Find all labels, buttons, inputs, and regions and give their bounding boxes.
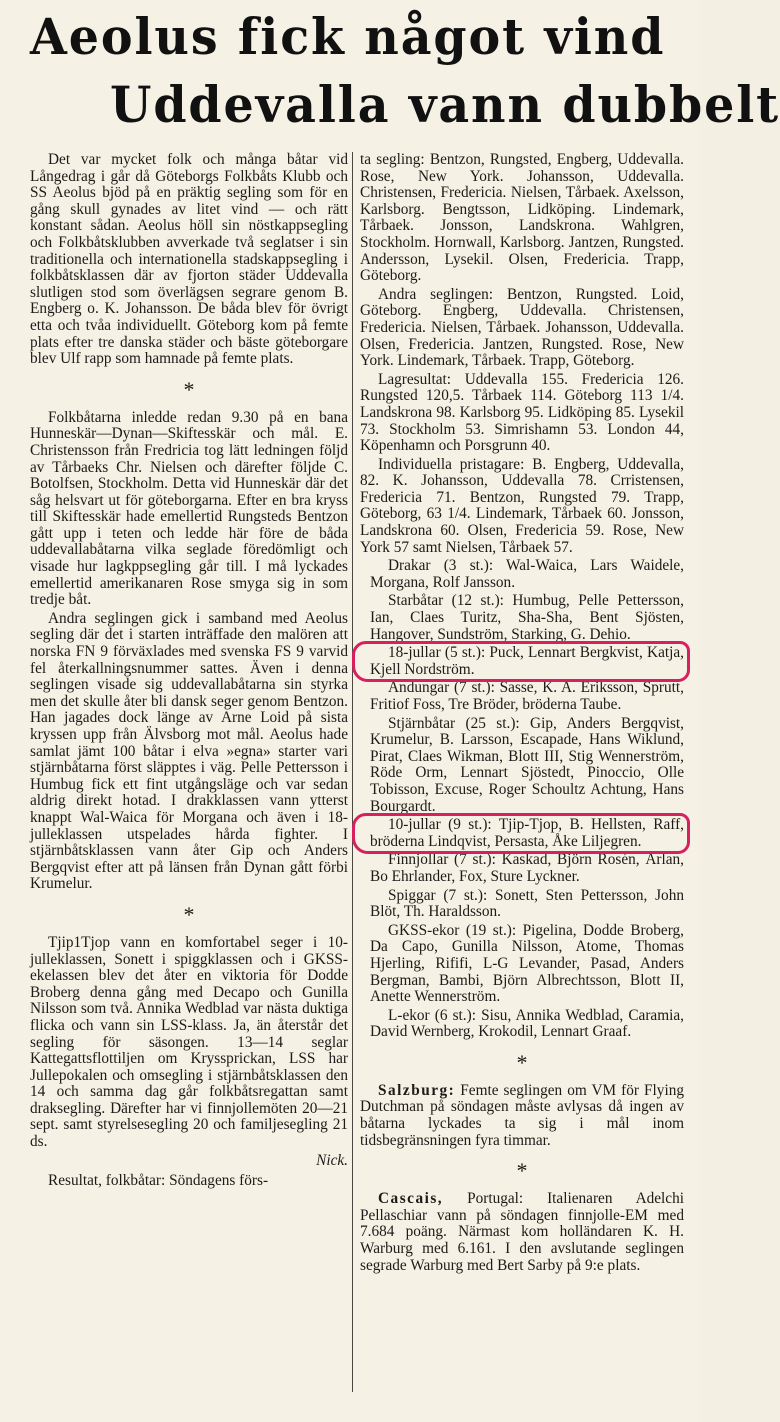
class-result-18-jullar [360,645,684,678]
notice-text: Portugal: Italienaren Adelchi Pellaschiar vann på söndagen finnjolle-EM med 7.684 poäng. Närmast kom holländaren K. H. Warburg med 6.161. I den avslutande seglingen segrade Warburg med Bert Sarby på 9:e plats. [360,1190,684,1274]
article-paragraph-1: Det var mycket folk och många båtar vid Långedrag i går då Göteborgs Folkbåts Klubb och SS Aeolus bjöd på en präktig segling som för en gång skull gynades av litet vind — och rätt konstant sådan. Aeolus höll sin nöstkappsegling och Folkbåtsklubben avverkade två seglatser i sin traditionella och internationella stadskappsegling i folkbåtsklassen där av fjorton städer Uddevalla slutligen stod som överlägsen segrare genom B. Engberg o. K. Johansson. De båda blev för övrigt etta och tvåa individuellt. Göteborg kom på femte plats efter tre danska städer och bäste göteborgare blev Ulf rapp som hamnade på femte plats. [30,151,348,368]
class-result-gkss-ekor: GKSS-ekor (19 st.): Pigelina, Dodde Broberg, Da Capo, Gunilla Nilsson, Atome, Thomas Hjerling, Rififi, L-G Levander, Pasad, Anders Bergman, Bambi, Björn Albrechtsson, Blott II, Anette Wennerström. [370,921,684,1006]
class-result-stjarnbatar: Stjärnbåtar (25 st.): Gip, Anders Bergqvist, Krumelur, B. Larsson, Escapade, Hans Wiklund, Pirat, Claes Wikman, Blott III, Stig Wennerström, Röde Orm, Lennart Sjöstedt, Pinoccio, Olle Tobisson, Excuse, Roger Schoultz Achtung, Hans Bourgardt. [370,714,684,815]
results-intro: Resultat, folkbåtar: Söndagens förs- [48,1172,269,1190]
right-column [360,152,684,1276]
section-separator-star: * [516,1158,528,1184]
results-paragraph-2: Andra seglingen: Bentzon, Rungsted. Loid, Göteborg. Engberg, Uddevalla. Christensen, Fredericia. Nielsen, Tårbaek. Johansson, Uddevalla. Olsen, Fredericia. Jantzen, Rungsted. Rose, New York. Lindemark, Tårbaek. Trapp, Göteborg. [360,285,684,370]
individual-results: Individuella pristagare: B. Engberg, Uddevalla, 82. K. Johansson, Uddevalla 78. Crristensen, Fredericia 71. Bentzon, Rungsted 79. Trapp, Göteborg, 63 1/4. Lindemark, Tårbaek 60. Jonsson, Landskrona 60. Olsen, Fredericia 59. Rose, New York 57 samt Nielsen, Tårbaek 57. [360,455,684,556]
article-paragraph-2: Folkbåtarna inledde redan 9.30 på en bana Hunneskär—Dynan—Skiftesskär och mål. E. Christensson från Fredricia tog lätt ledningen följd av Tårbaeks Chr. Nielsen och därefter följde C. Botolfsen, Stockholm. Detta vid Hunneskär där det såg helsvart ut för göteborgarna. Efter en bra kryss till Skiftesskär hade emellertid Rungsteds Bentzon gått upp i teten och ledde här före de båda uddevallabåtarna vilka seglade föredömligt och visade hur lagkppsegling går till. I må lyckades emellertid amerikanaren Rose smyga sig in som tredje båt. [30,408,348,609]
column-rule [352,152,353,1392]
class-result-drakar: Drakar (3 st.): Wal-Waica, Lars Waidele, Morgana, Rolf Jansson. [370,557,684,591]
notice-text: Femte seglingen om VM för Flying Dutchman på söndagen måste avlysas då ingen av båtarna lyckades ta sig i mål inom tidsbegränsningen fyra timmar. [360,1081,684,1149]
class-result-10-jullar [360,817,684,850]
author-signature: Nick. [316,1151,348,1169]
class-result-andungar: Andungar (7 st.): Sasse, K. A. Eriksson, Sprutt, Fritiof Foss, Tre Bröder, bröderna Taube. [370,679,684,713]
headline-line-2: Uddevalla vann dubbelt [110,75,780,134]
class-result-spiggar: Spiggar (7 st.): Sonett, Sten Pettersson, John Blöt, Th. Haraldsson. [370,886,684,921]
team-results: Lagresultat: Uddevalla 155. Fredericia 126. Rungsted 120,5. Tårbaek 114. Göteborg 113 1/4. Landskrona 98. Karlsborg 95. Lidköping 85. Lysekil 73. Stockholm 53. Simrishamn 53. London 44, Köpenhamn och Porsgrunn 40. [360,370,684,455]
notice-place: Cascais, [378,1190,444,1208]
section-separator-star: * [183,376,195,402]
class-result-finnjollar: Finnjollar (7 st.): Kaskad, Björn Rosén, Ärlan, Bo Ehrlander, Fox, Sture Lyckner. [370,851,684,885]
class-result-text: 10-jullar (9 st.): Tjip-Tjop, B. Hellsten, Raff, bröderna Lindqvist, Persasta, Åke Liljegren. [370,816,684,850]
class-result-l-ekor: L-ekor (6 st.): Sisu, Annika Wedblad, Caramia, David Wernberg, Krokodil, Lennart Graaf. [370,1006,684,1041]
notice-place: Salzburg: [378,1081,456,1099]
class-result-starbatar: Starbåtar (12 st.): Humbug, Pelle Pettersson, Ian, Claes Turitz, Sha-Sha, Bent Sjösten, Hangover, Sundström, Starking, G. Dehio. [370,592,684,643]
left-column [30,152,348,1192]
headline-line-1: Aeolus fick något vind [30,7,666,66]
article-paragraph-3: Andra seglingen gick i samband med Aeolus segling där det i starten inträffade den malören att norska FN 9 förväxlades med svenska FS 9 varvid fel återkallningsnummer sattes. Även i denna seglingen visade sig uddevallabåtarna sin styrka men det skulle åter bli dansk seger genom Bentzon. Han jagades dock länge av Arne Loid på sista kryssen upp från Älvsborg mot mål. Aeolus hade samlat jämt 100 båtar i elva »egna» starter vari stjärnbåtarna först släpptes i väg. Pelle Pettersson i Humbug fick ett fint utgångsläge och var sedan aldrig direkt hotad. I drakklassen vann ytterst knappt Wal-Waica för Morgana och även i 18-julleklassen utspelades hårda fighter. I stjärnbåtsklassen vann åter Gip och Anders Bergqvist efter att på länsen från Dynan gått förbi Krumelur. [30,609,348,893]
results-paragraph-1: ta segling: Bentzon, Rungsted, Engberg, Uddevalla. Rose, New York. Johansson, Uddevalla. Christensen, Fredericia. Nielsen, Tårbaek. Axelsson, Karlsborg. Bengtsson, Lidköping. Lindemark, Tårbaek. Jonsson, Landskrona. Wahlgren, Stockholm. Hornwall, Karlsborg. Jantzen, Rungsted. Andersson, Lysekil. Olsen, Fredericia. Trapp, Göteborg. [360,151,684,285]
article-paragraph-4: Tjip1Tjop vann en komfortabel seger i 10-julleklassen, Sonett i spiggklassen och i GKSS-ekelassen blev det åter en viktoria för Dodde Broberg denna gång med Decapo och Gunilla Nilsson som två. Annika Wedblad var nästa duktiga flicka och vann sin LSS-klass. Ja, än återstår det segling för säsongen. 13—14 seglar Kattegattsflottiljen om Kryssprickan, LSS har Jullepokalen och omsegling i stjärnbåtsklassen den 14 och samma dag går folkbåtsregattan samt draksegling. Därefter har vi finnjollemöten 20—21 sept. samt styrelsesegling 20 och familjesegling 21 ds. [30,933,348,1151]
notice-cascais [360,1191,684,1274]
section-separator-star: * [516,1049,528,1075]
class-result-text: 18-jullar (5 st.): Puck, Lennart Bergkvist, Katja, Kjell Nordström. [370,644,684,678]
headline [30,6,780,146]
notice-salzburg [360,1083,684,1149]
section-separator-star: * [183,901,195,927]
